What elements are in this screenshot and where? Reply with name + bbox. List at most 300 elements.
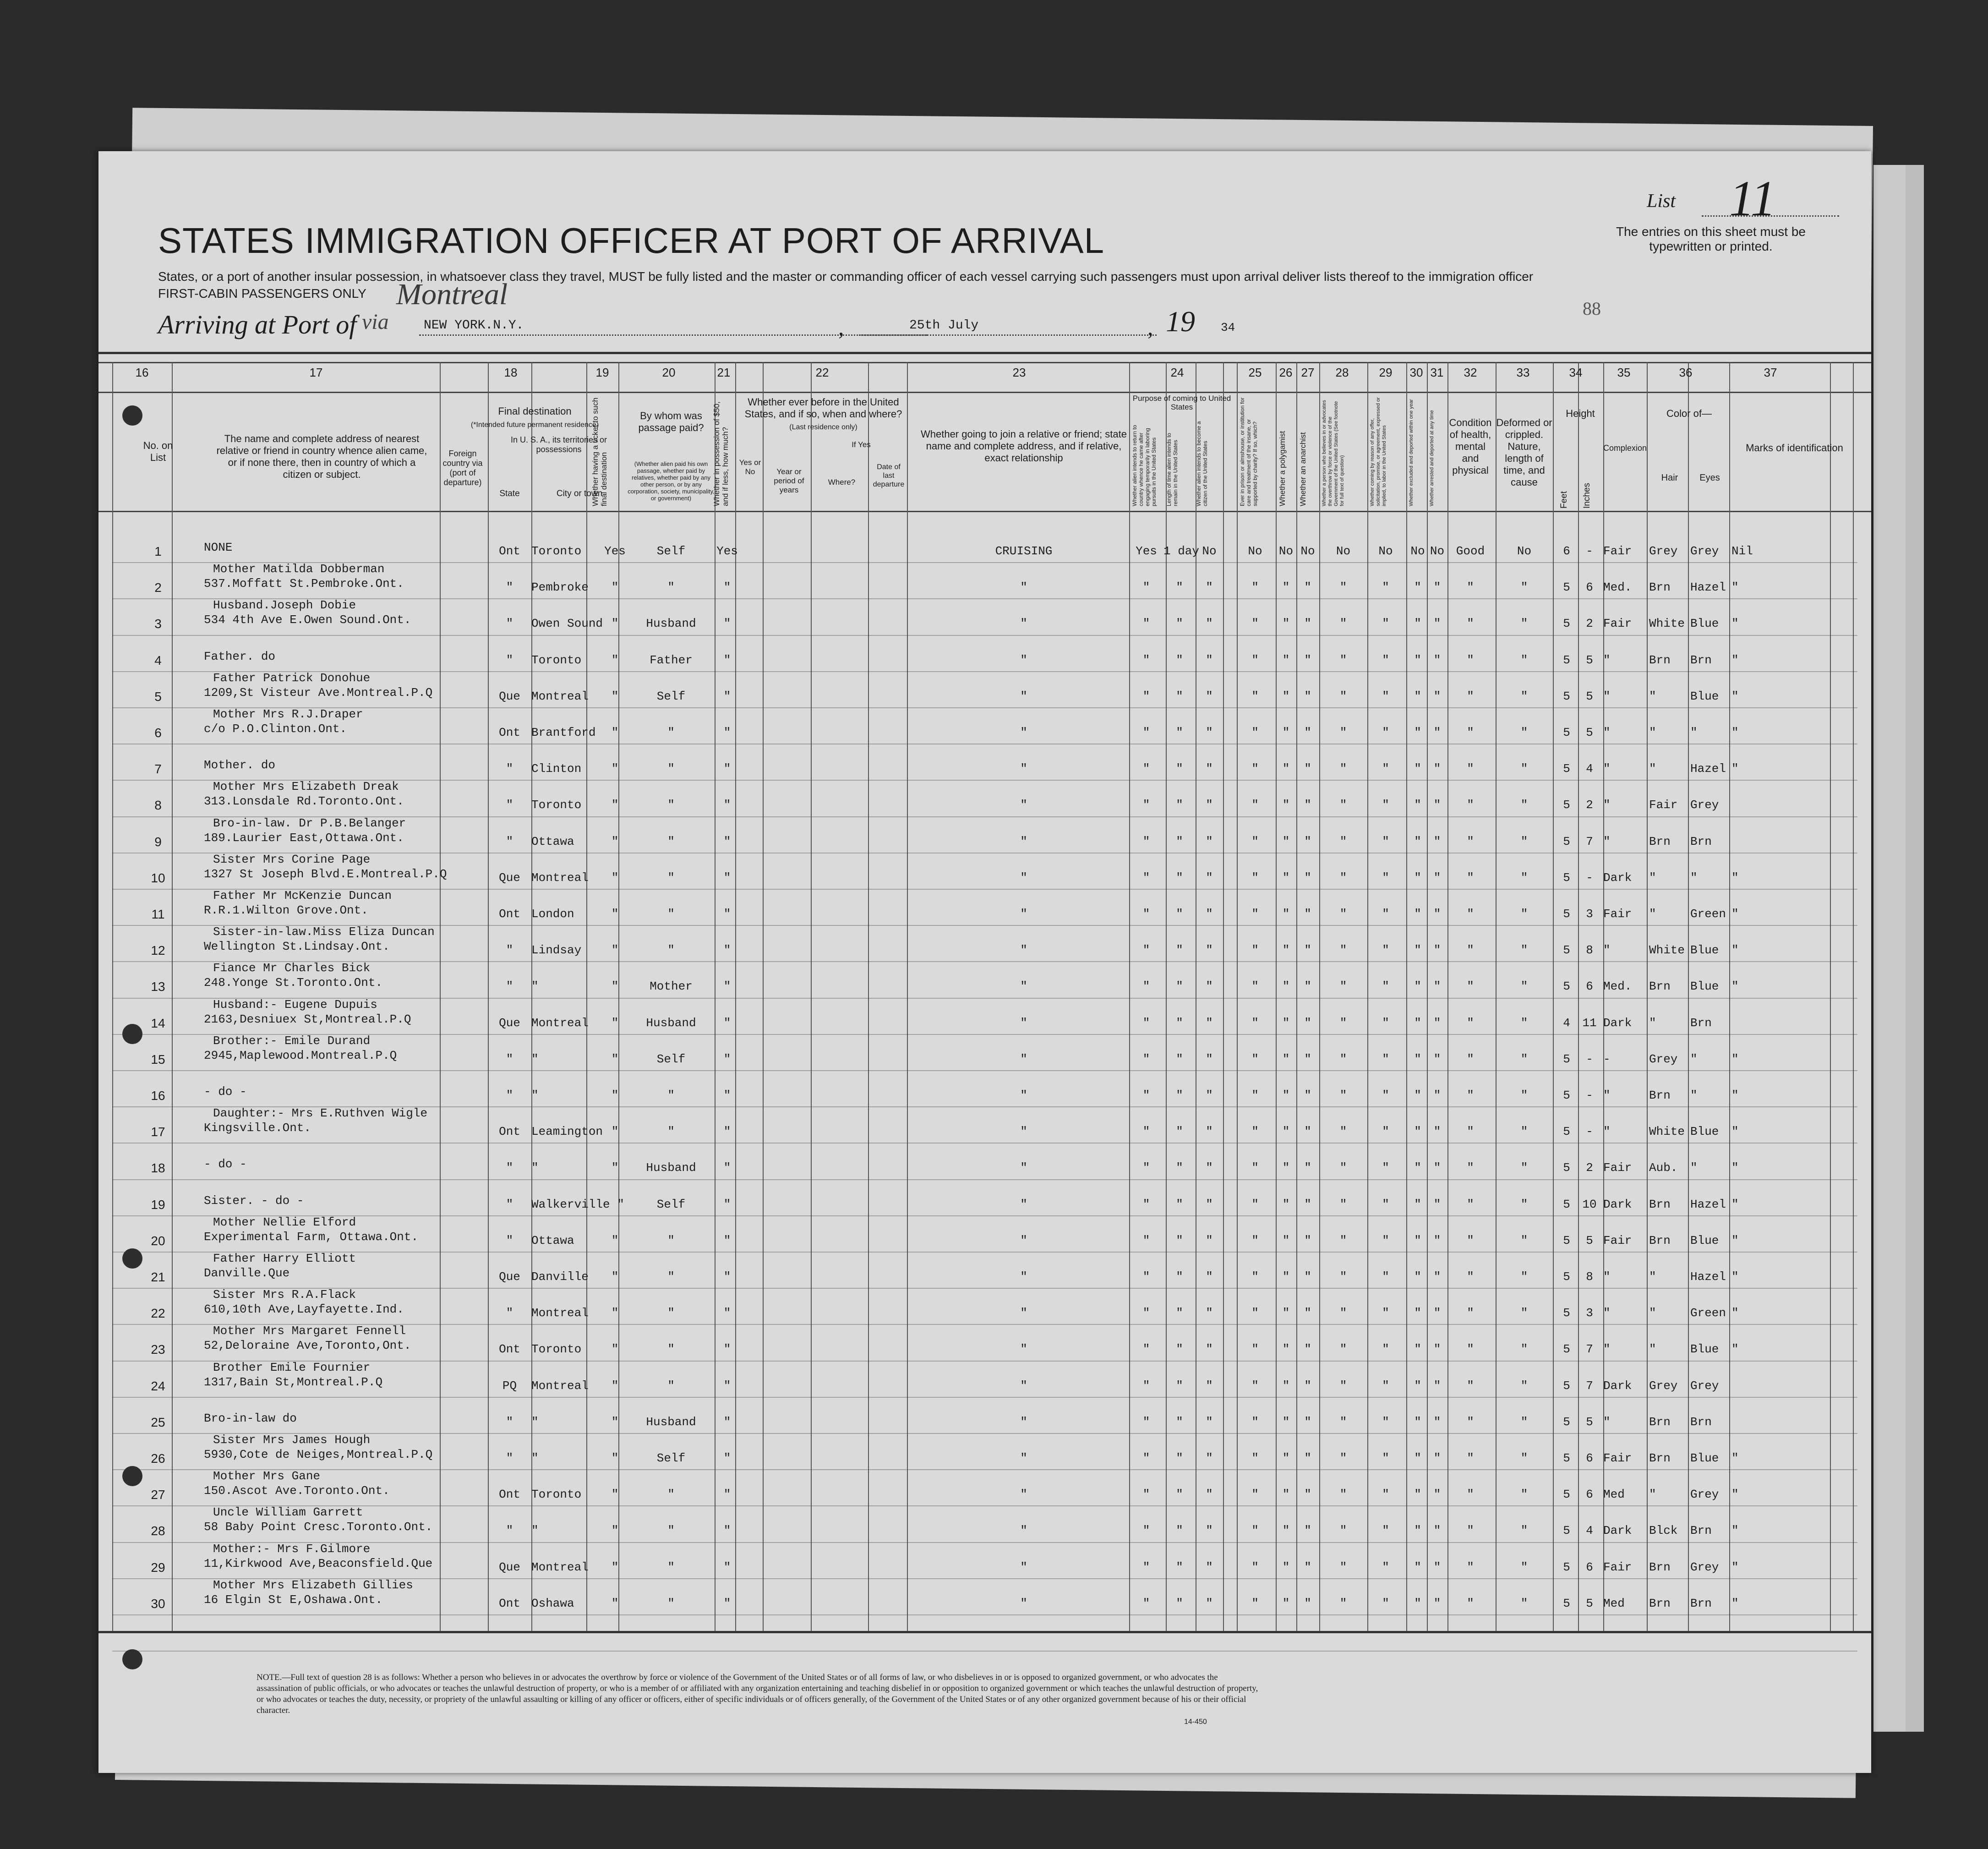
cell-c32: " bbox=[1467, 1596, 1474, 1610]
cell-eyes: Blue bbox=[1690, 1125, 1719, 1139]
cell-c29: " bbox=[1382, 1524, 1389, 1538]
year-suffix: 34 bbox=[1221, 321, 1235, 334]
cell-marks: " bbox=[1731, 870, 1739, 885]
cell-marks: " bbox=[1731, 1342, 1739, 1357]
cell-cx: Dark bbox=[1603, 1379, 1632, 1393]
cell-c28: " bbox=[1339, 1342, 1347, 1357]
cell-p3: " bbox=[1206, 1016, 1213, 1030]
cell-no: 23 bbox=[151, 1342, 165, 1357]
cell-join: " bbox=[1020, 1016, 1027, 1030]
cell-ticket: " bbox=[611, 580, 619, 595]
column-number: 24 bbox=[1170, 366, 1184, 379]
cell-state: Que bbox=[499, 1560, 520, 1574]
row-rule bbox=[112, 1397, 1857, 1398]
cell-c30: " bbox=[1414, 1125, 1421, 1139]
cell-ft: 5 bbox=[1563, 1415, 1570, 1429]
relative-address: NONE bbox=[204, 541, 233, 554]
cell-state: Ont bbox=[499, 1488, 520, 1502]
cell-c33: " bbox=[1520, 1052, 1528, 1066]
cell-eyes: Green bbox=[1690, 907, 1726, 921]
cell-state: " bbox=[506, 653, 513, 667]
cell-in: 5 bbox=[1586, 726, 1593, 739]
cell-paid: Husband bbox=[646, 1016, 696, 1030]
cell-in: - bbox=[1586, 1089, 1593, 1102]
cell-in: 10 bbox=[1582, 1197, 1597, 1211]
cell-in: 3 bbox=[1586, 907, 1593, 921]
cell-state: Que bbox=[499, 1016, 520, 1030]
cell-paid: " bbox=[667, 907, 675, 921]
cell-hair: " bbox=[1649, 762, 1656, 776]
relative-name: Sister Mrs James Hough bbox=[213, 1433, 371, 1447]
cell-p2: " bbox=[1176, 1016, 1183, 1030]
column-number: 27 bbox=[1301, 366, 1315, 379]
cell-ft: 5 bbox=[1563, 1524, 1570, 1538]
relative-address: 537.Moffatt St.Pembroke.Ont. bbox=[204, 577, 404, 591]
column-number: 26 bbox=[1279, 366, 1293, 379]
cell-c27: " bbox=[1304, 1270, 1311, 1284]
cell-p3: " bbox=[1206, 1161, 1213, 1175]
cell-eyes: Blue bbox=[1690, 1233, 1719, 1247]
cell-c29: " bbox=[1382, 762, 1389, 776]
cell-marks: " bbox=[1731, 1089, 1739, 1102]
cell-in: 5 bbox=[1586, 1233, 1593, 1247]
column-number: 31 bbox=[1430, 366, 1444, 379]
cell-ft: 5 bbox=[1563, 834, 1570, 848]
cell-in: 6 bbox=[1586, 1488, 1593, 1502]
cell-in: 3 bbox=[1586, 1306, 1593, 1320]
cell-p1: " bbox=[1142, 870, 1150, 885]
cell-no: 6 bbox=[154, 726, 162, 740]
cell-p2: " bbox=[1176, 1161, 1183, 1175]
cell-city: Owen Sound bbox=[531, 617, 603, 631]
cell-c33: " bbox=[1520, 943, 1528, 957]
cell-c33: " bbox=[1520, 1016, 1528, 1030]
cell-p1: " bbox=[1142, 1379, 1150, 1393]
cell-c25: " bbox=[1251, 1488, 1259, 1502]
cell-hair: Blck bbox=[1649, 1524, 1678, 1538]
cell-ticket: " bbox=[611, 1415, 619, 1429]
cell-state: " bbox=[506, 580, 513, 595]
handwritten-via: via bbox=[362, 310, 389, 334]
cell-p2: " bbox=[1176, 726, 1183, 739]
cell-join: " bbox=[1020, 726, 1027, 739]
cell-c26: " bbox=[1282, 1415, 1290, 1429]
cell-state: Ont bbox=[499, 907, 520, 921]
cell-ft: 5 bbox=[1563, 762, 1570, 776]
header-purpose: Purpose of coming to United States bbox=[1132, 394, 1231, 411]
cell-c33: No bbox=[1517, 544, 1532, 558]
relative-name: Mother Matilda Dobberman bbox=[213, 562, 385, 576]
column-number: 33 bbox=[1516, 366, 1530, 379]
cell-p3: " bbox=[1206, 1306, 1213, 1320]
cell-c29: " bbox=[1382, 1089, 1389, 1102]
cell-c28: " bbox=[1339, 726, 1347, 739]
relative-name: Mother:- Mrs F.Gilmore bbox=[213, 1542, 371, 1556]
cell-hair: Grey bbox=[1649, 544, 1678, 558]
cell-hair: Brn bbox=[1649, 1415, 1671, 1429]
cell-c29: " bbox=[1382, 1016, 1389, 1030]
relative-address: 2163,Desniuex St,Montreal.P.Q bbox=[204, 1012, 411, 1026]
column-number: 25 bbox=[1248, 366, 1262, 379]
cell-p2: " bbox=[1176, 580, 1183, 595]
cell-fifty: " bbox=[723, 1451, 731, 1465]
relative-name: Bro-in-law. Dr P.B.Belanger bbox=[213, 816, 406, 830]
cell-eyes: Hazel bbox=[1690, 580, 1726, 595]
cell-cx: Fair bbox=[1603, 1233, 1632, 1247]
cell-c26: " bbox=[1282, 1233, 1290, 1247]
cell-p3: " bbox=[1206, 762, 1213, 776]
list-number: 11 bbox=[1729, 170, 1776, 226]
cell-ticket: " bbox=[611, 1488, 619, 1502]
relative-address: 1209,St Visteur Ave.Montreal.P.Q bbox=[204, 685, 433, 700]
cell-cx: " bbox=[1603, 1306, 1611, 1320]
cell-city: " bbox=[531, 1052, 539, 1066]
cell-paid: Self bbox=[656, 1052, 686, 1066]
cell-c25: " bbox=[1251, 1125, 1259, 1139]
cell-c27: " bbox=[1304, 1197, 1311, 1211]
cell-c28: " bbox=[1339, 1524, 1347, 1538]
cell-eyes: Grey bbox=[1690, 1560, 1719, 1574]
cell-no: 30 bbox=[151, 1596, 165, 1611]
cell-cx: Med. bbox=[1603, 580, 1632, 595]
cell-c27: " bbox=[1304, 1488, 1311, 1502]
cell-cx: Fair bbox=[1603, 544, 1632, 558]
cell-city: Montreal bbox=[531, 1016, 589, 1030]
cell-in: 4 bbox=[1586, 1524, 1593, 1538]
cell-c29: " bbox=[1382, 1052, 1389, 1066]
relative-name: Brother Emile Fournier bbox=[213, 1360, 371, 1374]
cell-hair: Aub. bbox=[1649, 1161, 1678, 1175]
cell-no: 15 bbox=[151, 1052, 165, 1067]
punch-hole bbox=[122, 1024, 142, 1044]
column-number: 28 bbox=[1335, 366, 1349, 379]
cell-p2: " bbox=[1176, 1379, 1183, 1393]
cell-no: 16 bbox=[151, 1089, 165, 1103]
cell-in: 8 bbox=[1586, 1270, 1593, 1284]
punch-hole bbox=[122, 1248, 142, 1269]
cell-cx: Fair bbox=[1603, 907, 1632, 921]
row-rule bbox=[112, 1542, 1857, 1543]
grid-rule bbox=[98, 392, 1871, 393]
cell-join: " bbox=[1020, 798, 1027, 812]
page-mark: 88 bbox=[1583, 298, 1601, 319]
cell-ticket: " bbox=[611, 1560, 619, 1574]
relative-address: 52,Deloraine Ave,Toronto,Ont. bbox=[204, 1339, 411, 1353]
cell-eyes: Grey bbox=[1690, 1488, 1719, 1502]
relative-name: Fiance Mr Charles Bick bbox=[213, 961, 371, 975]
cell-paid: " bbox=[667, 1342, 675, 1357]
cell-c27: " bbox=[1304, 653, 1311, 667]
cell-cx: " bbox=[1603, 834, 1611, 848]
cell-paid: Self bbox=[656, 689, 686, 703]
cell-fifty: " bbox=[723, 1089, 731, 1102]
relative-address: - do - bbox=[204, 1085, 247, 1099]
cell-city: " bbox=[531, 1451, 539, 1465]
cell-ft: 5 bbox=[1563, 1451, 1570, 1465]
cell-hair: Brn bbox=[1649, 1197, 1671, 1211]
relative-name: Mother Mrs Margaret Fennell bbox=[213, 1324, 406, 1338]
cell-p1: " bbox=[1142, 1270, 1150, 1284]
cell-fifty: " bbox=[723, 943, 731, 957]
cell-city: Toronto bbox=[531, 653, 582, 667]
cell-p1: " bbox=[1142, 580, 1150, 595]
column-rule bbox=[1553, 362, 1554, 1631]
cell-eyes: Blue bbox=[1690, 943, 1719, 957]
cell-join: " bbox=[1020, 907, 1027, 921]
header-in-usa: In U. S. A., its territories or possessions bbox=[510, 435, 607, 454]
cell-fifty: " bbox=[723, 1052, 731, 1066]
cell-in: 2 bbox=[1586, 617, 1593, 631]
column-rule bbox=[868, 362, 869, 1631]
cell-c30: " bbox=[1414, 726, 1421, 739]
cell-join: " bbox=[1020, 1342, 1027, 1357]
cell-c32: " bbox=[1467, 870, 1474, 885]
cell-fifty: " bbox=[723, 907, 731, 921]
cell-no: 1 bbox=[154, 544, 162, 558]
cell-c27: " bbox=[1304, 689, 1311, 703]
cell-city: Montreal bbox=[531, 1379, 589, 1393]
relative-name: Father Harry Elliott bbox=[213, 1252, 356, 1265]
row-rule bbox=[112, 1433, 1857, 1434]
cell-ft: 5 bbox=[1563, 1596, 1570, 1610]
grid-top-rule bbox=[98, 352, 1871, 354]
cell-c31: " bbox=[1433, 689, 1441, 703]
cell-eyes: Brn bbox=[1690, 1524, 1712, 1538]
row-rule bbox=[112, 635, 1857, 636]
cell-fifty: " bbox=[723, 1161, 731, 1175]
cell-c32: " bbox=[1467, 943, 1474, 957]
cell-c28: " bbox=[1339, 1560, 1347, 1574]
cell-fifty: " bbox=[723, 689, 731, 703]
cell-c32: " bbox=[1467, 653, 1474, 667]
cell-c26: " bbox=[1282, 1379, 1290, 1393]
cell-p1: " bbox=[1142, 1197, 1150, 1211]
cell-c26: " bbox=[1282, 653, 1290, 667]
cell-c30: " bbox=[1414, 1488, 1421, 1502]
cell-c27: " bbox=[1304, 798, 1311, 812]
cell-city: " bbox=[531, 1415, 539, 1429]
header-purpose-1: Whether alien intends to return to country whence he came after engaging temporarily in laboring pursuits in the United States bbox=[1131, 425, 1157, 506]
cell-fifty: " bbox=[723, 1342, 731, 1357]
cell-c32: " bbox=[1467, 1342, 1474, 1357]
cell-c32: " bbox=[1467, 1016, 1474, 1030]
column-rule bbox=[1319, 362, 1320, 1631]
cell-ft: 5 bbox=[1563, 1089, 1570, 1102]
cell-fifty: " bbox=[723, 1596, 731, 1610]
row-rule bbox=[112, 961, 1857, 962]
cell-eyes: Brn bbox=[1690, 1415, 1712, 1429]
header-relative: The name and complete address of nearest relative or friend in country whence alien came, or if none there, then in country of which a citizen or subject. bbox=[216, 433, 427, 480]
cell-no: 12 bbox=[151, 943, 165, 958]
cell-eyes: " bbox=[1690, 1161, 1698, 1175]
relative-address: Father. do bbox=[204, 649, 276, 663]
cell-c28: " bbox=[1339, 1451, 1347, 1465]
cell-c27: " bbox=[1304, 1089, 1311, 1102]
cell-join: " bbox=[1020, 1379, 1027, 1393]
relative-name: Sister Mrs Corine Page bbox=[213, 852, 371, 866]
cell-hair: Brn bbox=[1649, 979, 1671, 994]
cell-c26: " bbox=[1282, 1524, 1290, 1538]
cell-c29: " bbox=[1382, 870, 1389, 885]
column-number: 32 bbox=[1464, 366, 1477, 379]
cell-hair: " bbox=[1649, 870, 1656, 885]
cell-paid: " bbox=[667, 1596, 675, 1610]
relative-address: 313.Lonsdale Rd.Toronto.Ont. bbox=[204, 794, 404, 809]
cell-c28: " bbox=[1339, 1306, 1347, 1320]
cell-c25: " bbox=[1251, 1016, 1259, 1030]
cell-c25: " bbox=[1251, 907, 1259, 921]
cell-c27: No bbox=[1300, 544, 1315, 558]
grid-bottom-rule bbox=[98, 1631, 1871, 1633]
row-rule bbox=[112, 1179, 1857, 1180]
cell-marks: " bbox=[1731, 979, 1739, 994]
cell-c27: " bbox=[1304, 1306, 1311, 1320]
cell-state: " bbox=[506, 943, 513, 957]
cell-cx: " bbox=[1603, 1342, 1611, 1357]
cell-ft: 5 bbox=[1563, 1270, 1570, 1284]
cell-no: 4 bbox=[154, 653, 162, 667]
cell-ft: 5 bbox=[1563, 1560, 1570, 1574]
cell-city: Montreal bbox=[531, 870, 589, 885]
cell-c33: " bbox=[1520, 580, 1528, 595]
cell-no: 22 bbox=[151, 1306, 165, 1321]
row-rule bbox=[112, 671, 1857, 672]
cell-c25: " bbox=[1251, 1161, 1259, 1175]
header-yes-or-no: Yes or No bbox=[739, 458, 761, 476]
cell-hair: White bbox=[1649, 1125, 1685, 1139]
cell-state: " bbox=[506, 1306, 513, 1320]
cell-cx: Fair bbox=[1603, 1560, 1632, 1574]
cell-c26: " bbox=[1282, 1052, 1290, 1066]
cell-c31: No bbox=[1430, 544, 1445, 558]
cell-p2: " bbox=[1176, 907, 1183, 921]
cell-ft: 5 bbox=[1563, 1233, 1570, 1247]
cell-c32: " bbox=[1467, 617, 1474, 631]
cell-state: " bbox=[506, 1524, 513, 1538]
cell-c30: " bbox=[1414, 943, 1421, 957]
cell-marks: " bbox=[1731, 1125, 1739, 1139]
column-rule bbox=[763, 362, 764, 1631]
cell-fifty: " bbox=[723, 1270, 731, 1284]
cell-c31: " bbox=[1433, 1125, 1441, 1139]
cell-ft: 5 bbox=[1563, 580, 1570, 595]
cell-ticket: " bbox=[611, 689, 619, 703]
cell-city: Ottawa bbox=[531, 834, 574, 848]
cell-eyes: Brn bbox=[1690, 1016, 1712, 1030]
cell-ft: 5 bbox=[1563, 979, 1570, 994]
column-rule bbox=[907, 362, 908, 1631]
cell-c29: " bbox=[1382, 1161, 1389, 1175]
relative-address: - do - bbox=[204, 1157, 247, 1171]
cell-p2: 1 day bbox=[1163, 544, 1200, 558]
cell-city: London bbox=[531, 907, 574, 921]
cell-fifty: " bbox=[723, 1524, 731, 1538]
cell-p3: " bbox=[1206, 1270, 1213, 1284]
cell-fifty: " bbox=[723, 1560, 731, 1574]
cell-hair: " bbox=[1649, 726, 1656, 739]
relative-address: 58 Baby Point Cresc.Toronto.Ont. bbox=[204, 1520, 433, 1534]
cell-c26: " bbox=[1282, 834, 1290, 848]
header-hair: Hair bbox=[1661, 473, 1678, 483]
cell-c30: " bbox=[1414, 1524, 1421, 1538]
cell-hair: " bbox=[1649, 1270, 1656, 1284]
cell-ft: 5 bbox=[1563, 1306, 1570, 1320]
cell-paid: Husband bbox=[646, 1415, 696, 1429]
cell-c29: " bbox=[1382, 1415, 1389, 1429]
cell-no: 13 bbox=[151, 979, 165, 994]
cell-ft: 5 bbox=[1563, 617, 1570, 631]
cell-no: 11 bbox=[151, 907, 165, 921]
cell-c27: " bbox=[1304, 1524, 1311, 1538]
cell-p1: " bbox=[1142, 1560, 1150, 1574]
cell-p2: " bbox=[1176, 1270, 1183, 1284]
header-date-last: Date of last departure bbox=[873, 463, 905, 488]
relative-address: Danville.Que bbox=[204, 1266, 290, 1280]
cell-paid: " bbox=[667, 1233, 675, 1247]
cell-p1: " bbox=[1142, 1052, 1150, 1066]
cell-p1: " bbox=[1142, 762, 1150, 776]
cell-eyes: Hazel bbox=[1690, 1270, 1726, 1284]
column-number: 36 bbox=[1679, 366, 1693, 379]
cell-p2: " bbox=[1176, 1197, 1183, 1211]
cell-c28: " bbox=[1339, 1089, 1347, 1102]
cell-city: Toronto bbox=[531, 544, 582, 558]
cell-p2: " bbox=[1176, 689, 1183, 703]
cell-c26: " bbox=[1282, 1197, 1290, 1211]
cell-c31: " bbox=[1433, 1197, 1441, 1211]
cell-c29: " bbox=[1382, 943, 1389, 957]
cell-ticket: " bbox=[611, 653, 619, 667]
cell-c25: " bbox=[1251, 617, 1259, 631]
column-number: 21 bbox=[717, 366, 731, 379]
cell-c31: " bbox=[1433, 1524, 1441, 1538]
cell-c31: " bbox=[1433, 1451, 1441, 1465]
relative-name: Mother Mrs Elizabeth Gillies bbox=[213, 1578, 413, 1592]
cell-c29: " bbox=[1382, 1560, 1389, 1574]
cell-c28: " bbox=[1339, 1161, 1347, 1175]
cell-fifty: Yes bbox=[716, 544, 738, 558]
cell-in: - bbox=[1586, 1125, 1593, 1139]
cell-cx: " bbox=[1603, 1125, 1611, 1139]
cell-eyes: " bbox=[1690, 1052, 1698, 1066]
cell-marks: Nil bbox=[1731, 544, 1753, 558]
punch-hole bbox=[122, 1649, 142, 1669]
cell-c26: " bbox=[1282, 798, 1290, 812]
cell-c31: " bbox=[1433, 762, 1441, 776]
column-rule bbox=[1830, 362, 1831, 1631]
cell-c27: " bbox=[1304, 1379, 1311, 1393]
header-c31: Whether arrested and deported at any time bbox=[1429, 410, 1435, 506]
cell-c30: " bbox=[1414, 1233, 1421, 1247]
cell-hair: " bbox=[1649, 689, 1656, 703]
row-rule bbox=[112, 1215, 1857, 1216]
cell-in: 7 bbox=[1586, 1379, 1593, 1393]
cell-fifty: " bbox=[723, 1306, 731, 1320]
cell-join: " bbox=[1020, 1125, 1027, 1139]
cell-ft: 5 bbox=[1563, 653, 1570, 667]
cell-c29: " bbox=[1382, 1488, 1389, 1502]
cell-marks: " bbox=[1731, 617, 1739, 631]
port-dotline bbox=[419, 334, 928, 336]
cell-state: PQ bbox=[502, 1379, 517, 1393]
cell-eyes: Hazel bbox=[1690, 1197, 1726, 1211]
header-feet: Feet bbox=[1559, 491, 1569, 509]
relative-address: 150.Ascot Ave.Toronto.Ont. bbox=[204, 1484, 390, 1498]
cell-ft: 5 bbox=[1563, 907, 1570, 921]
cell-c31: " bbox=[1433, 870, 1441, 885]
cell-c33: " bbox=[1520, 1488, 1528, 1502]
cell-paid: " bbox=[667, 870, 675, 885]
